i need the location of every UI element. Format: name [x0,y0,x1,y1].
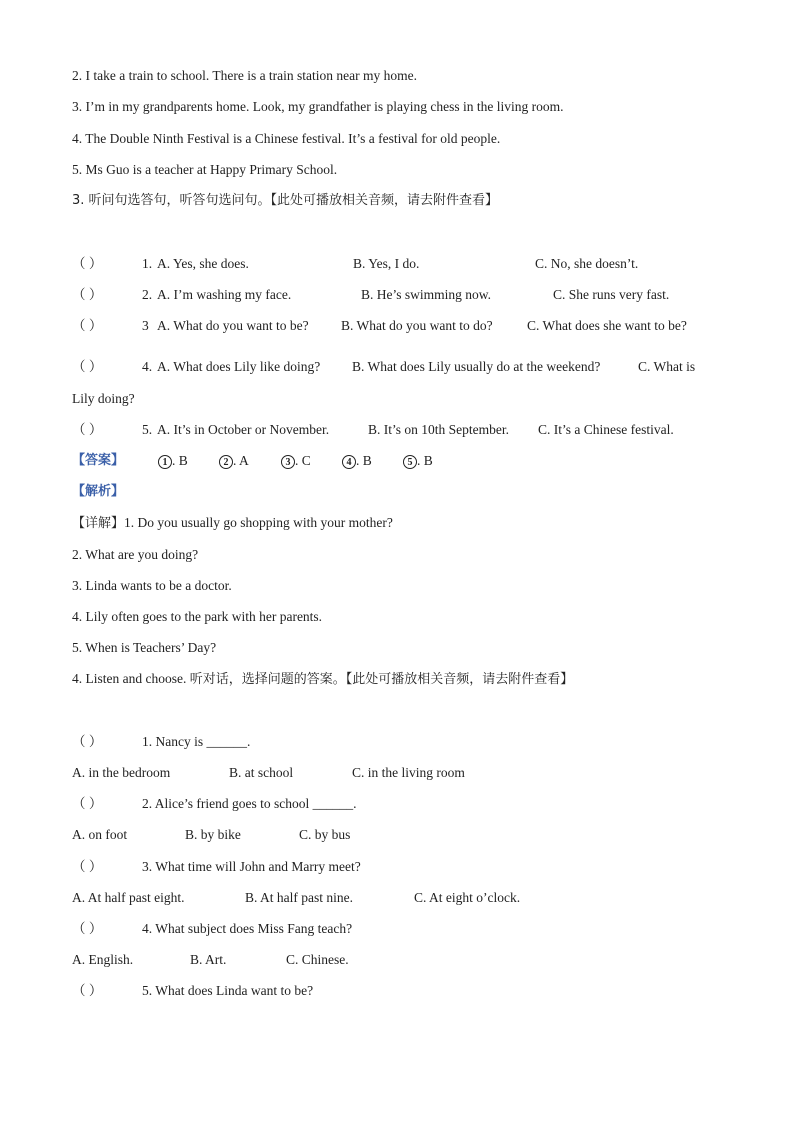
script-line-2: 2. I take a train to school. There is a train station near my home. [72,68,418,83]
answer-item [403,452,433,470]
answer-item [342,452,372,470]
script-line-4: 4. The Double Ninth Festival is a Chinese festival. It’s a festival for old people. [72,131,501,146]
option-a: A. I’m washing my face. [157,287,292,302]
option-a: A. What do you want to be? [157,318,309,333]
option-c: C. by bus [299,827,351,842]
option-c: C. What is [638,359,696,374]
option-c: C. What does she want to be? [527,318,687,333]
detail-text: 1. Do you usually go shopping with your mother? [124,515,393,530]
detail-line-3: 3. Linda wants to be a doctor. [72,578,232,593]
circled-number: 5 [403,455,417,469]
answer-value: . B [172,453,188,468]
option-a: A. What does Lily like doing? [157,359,321,374]
circled-number: 1 [158,455,172,469]
question-number: 5. [142,422,153,437]
answer-blank: （ ） [72,287,103,302]
question-number: 3 [142,318,149,333]
circled-number: 2 [219,455,233,469]
option-c: C. No, she doesn’t. [535,256,639,271]
option-a: A. It’s in October or November. [157,422,330,437]
answer-blank: （ ） [72,256,103,271]
circled-number: 3 [281,455,295,469]
option-c: C. At eight o’clock. [414,890,521,905]
option-b: B. Art. [190,952,227,967]
option-a: A. At half past eight. [72,890,185,905]
answer-blank: （ ） [72,318,103,333]
detail-line-5: 5. When is Teachers’ Day? [72,640,217,655]
question-text: 3. What time will John and Marry meet? [142,859,361,874]
answer-value: . B [417,453,433,468]
answer-value: . A [233,453,249,468]
question-text: 2. Alice’s friend goes to school ______. [142,796,357,811]
analysis-label: 【解析】 [72,484,125,499]
option-a: A. in the bedroom [72,765,171,780]
option-b: B. What does Lily usually do at the weekend? [352,359,601,374]
option-a: A. on foot [72,827,128,842]
answer-blank: （ ） [72,359,103,374]
question-text: 5. What does Linda want to be? [142,983,314,998]
circled-number: 4 [342,455,356,469]
answer-label: 【答案】 [72,453,125,468]
section3-title: 3. 听问句选答句，听答句选问句。【此处可播放相关音频，请去附件查看】 [72,193,499,208]
answer-blank: （ ） [72,734,103,749]
question-number: 1. [142,256,153,271]
option-b: B. It’s on 10th September. [368,422,509,437]
question-number: 2. [142,287,153,302]
question-number: 4. [142,359,153,374]
detail-label: 【详解】 [72,516,125,531]
option-b: B. He’s swimming now. [361,287,492,302]
answer-blank: （ ） [72,422,103,437]
answer-item [281,452,311,470]
option-c: C. Chinese. [286,952,349,967]
option-b: B. What do you want to do? [341,318,493,333]
answer-item [219,452,249,470]
answer-value: . C [295,453,311,468]
question-text: 4. What subject does Miss Fang teach? [142,921,353,936]
answer-blank: （ ） [72,921,103,936]
option-a: A. English. [72,952,134,967]
answer-item [158,452,188,470]
option-b: B. by bike [185,827,241,842]
option-b: B. at school [229,765,294,780]
option-c-continued: Lily doing? [72,391,135,406]
section4-title-en: 4. Listen and choose. [72,671,190,686]
answer-value: . B [356,453,372,468]
answer-blank: （ ） [72,796,103,811]
detail-line-4: 4. Lily often goes to the park with her parents. [72,609,323,624]
option-b: B. Yes, I do. [353,256,420,271]
option-b: B. At half past nine. [245,890,353,905]
option-c: C. It’s a Chinese festival. [538,422,674,437]
detail-line-2: 2. What are you doing? [72,547,199,562]
option-c: C. She runs very fast. [553,287,670,302]
option-a: A. Yes, she does. [157,256,249,271]
script-line-3: 3. I’m in my grandparents home. Look, my grandfather is playing chess in the living room. [72,99,564,114]
detail-line-1 [72,514,393,533]
answer-blank: （ ） [72,859,103,874]
script-line-5: 5. Ms Guo is a teacher at Happy Primary School. [72,162,338,177]
option-c: C. in the living room [352,765,465,780]
section4-title [72,670,573,689]
answer-blank: （ ） [72,983,103,998]
question-text: 1. Nancy is ______. [142,734,251,749]
section4-title-cn: 听对话，选择问题的答案。【此处可播放相关音频，请去附件查看】 [189,672,574,687]
